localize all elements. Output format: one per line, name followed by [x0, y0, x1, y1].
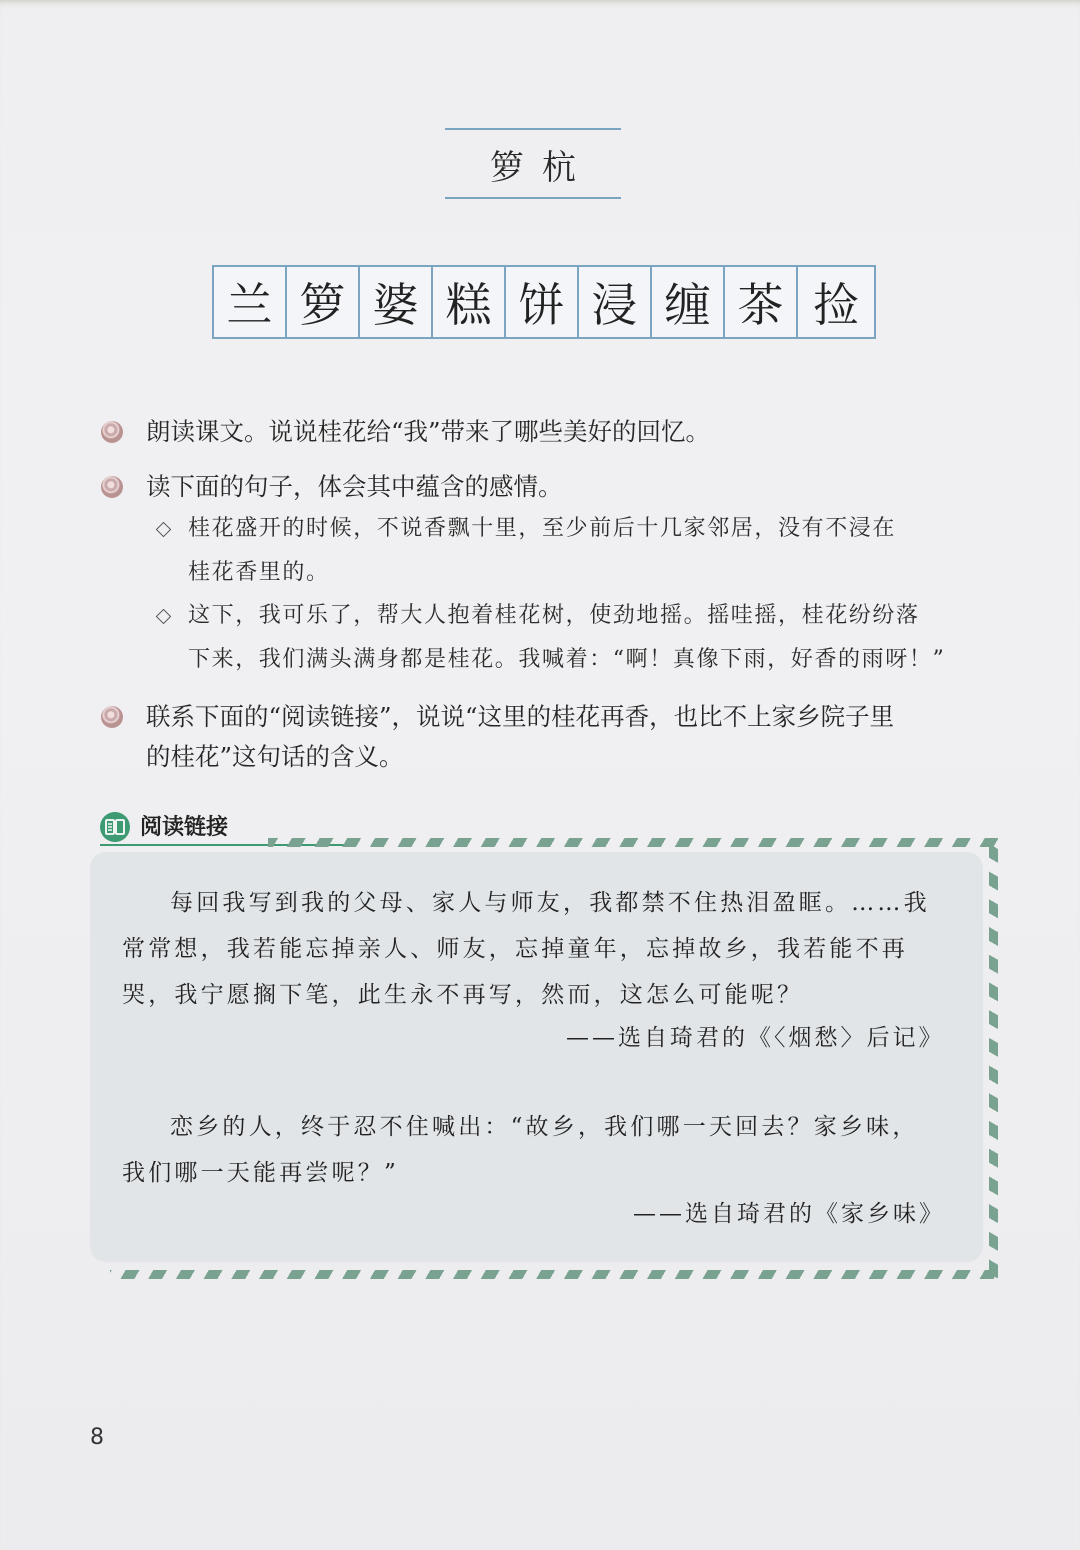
diamond-bullet-icon [156, 609, 172, 625]
character-cell: 缠 [652, 267, 725, 337]
passage-line: 每回我写到我的父母、家人与师友，我都禁不住热泪盈眶。……我 [170, 890, 930, 916]
passage-line: 常常想，我若能忘掉亲人、师友，忘掉童年，忘掉故乡，我若能不再 [122, 936, 908, 962]
passage-line: 哭，我宁愿搁下笔，此生永不再写，然而，这怎么可能呢？ [122, 982, 804, 1008]
question-3 [146, 697, 894, 777]
sentence-line: 下来，我们满头满身都是桂花。我喊着：“啊！真像下雨，好香的雨呀！” [188, 647, 946, 672]
reading-link-label: 阅读链接 [140, 815, 229, 840]
title-rule-top [445, 128, 621, 130]
reading-passage-2 [122, 1104, 919, 1196]
reading-source-1: ——选自琦君的《〈烟愁〉后记》 [566, 1025, 945, 1051]
question-line: 的桂花”这句话的含义。 [146, 742, 404, 771]
question-bullet-icon [101, 476, 123, 498]
sentence-line: 桂花盛开的时候，不说香飘十里，至少前后十几家邻居，没有不浸在 [188, 516, 897, 541]
character-cell: 浸 [579, 267, 652, 337]
character-cell: 饼 [506, 267, 579, 337]
question-bullet-icon [101, 706, 123, 728]
passage-line: 恋乡的人，终于忍不住喊出：“故乡，我们哪一天回去？家乡味， [170, 1114, 919, 1140]
question-2 [146, 467, 563, 507]
question-bullet-icon [101, 421, 123, 443]
question-line: 朗读课文。说说桂花给“我”带来了哪些美好的回忆。 [146, 417, 711, 446]
question-1 [146, 412, 710, 452]
reading-passage-1 [122, 880, 930, 1018]
lesson-title: 箩杭 [490, 148, 594, 188]
example-sentence-1 [188, 507, 896, 595]
book-icon [100, 812, 130, 842]
title-rule-bottom [445, 197, 621, 199]
diamond-bullet-icon [156, 522, 172, 538]
dashed-border-top [268, 838, 998, 847]
character-cell: 茶 [725, 267, 798, 337]
dashed-border-right [989, 838, 998, 1278]
sentence-line: 桂花香里的。 [188, 560, 330, 585]
reading-link-header [98, 808, 248, 844]
character-cell: 捡 [813, 278, 859, 332]
reading-source-2: ——选自琦君的《家乡味》 [633, 1201, 945, 1227]
passage-line: 我们哪一天能再尝呢？” [122, 1160, 399, 1186]
dashed-border-bottom [110, 1270, 998, 1279]
question-line: 联系下面的“阅读链接”，说说“这里的桂花再香，也比不上家乡院子里 [146, 702, 895, 731]
example-sentence-2 [188, 594, 945, 682]
page-number: 8 [90, 1425, 104, 1450]
character-cell: 婆 [360, 267, 433, 337]
question-line: 读下面的句子，体会其中蕴含的感情。 [146, 472, 563, 501]
character-cell: 兰 [214, 267, 287, 337]
character-cell: 糕 [433, 267, 506, 337]
new-characters-grid [212, 265, 876, 339]
character-cell: 箩 [287, 267, 360, 337]
sentence-line: 这下，我可乐了，帮大人抱着桂花树，使劲地摇。摇哇摇，桂花纷纷落 [188, 603, 920, 628]
